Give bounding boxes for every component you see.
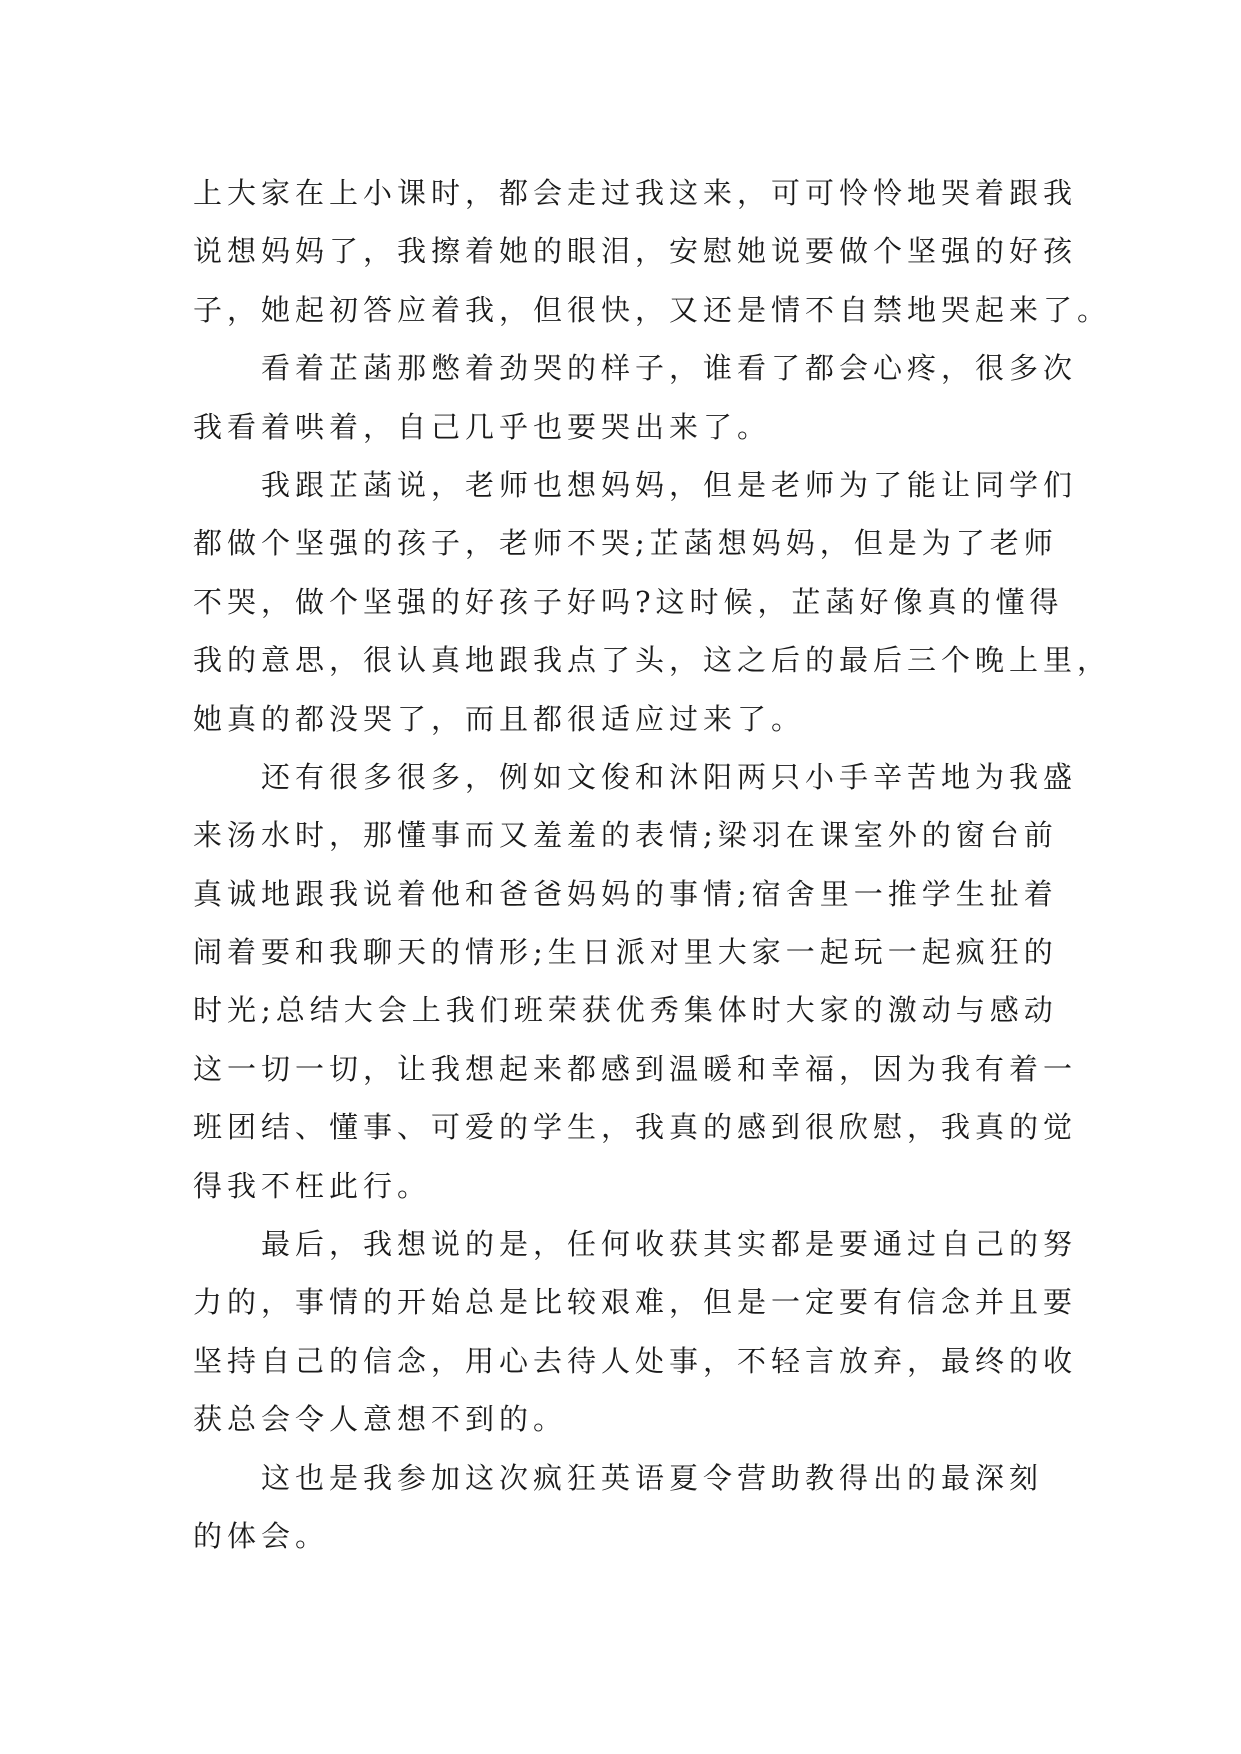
text-line: 班团结、懂事、可爱的学生，我真的感到很欣慰，我真的觉	[193, 1110, 1078, 1145]
text-line: 说想妈妈了，我擦着她的眼泪，安慰她说要做个坚强的好孩	[193, 234, 1078, 269]
text-line: 来汤水时，那懂事而又羞羞的表情;梁羽在课室外的窗台前	[193, 818, 1058, 853]
text-line: 不哭，做个坚强的好孩子好吗?这时候，芷菡好像真的懂得	[193, 584, 1064, 619]
text-line: 坚持自己的信念，用心去待人处事，不轻言放弃，最终的收	[193, 1343, 1078, 1378]
text-line: 得我不枉此行。	[193, 1168, 432, 1203]
text-line: 最后，我想说的是，任何收获其实都是要通过自己的努	[193, 1227, 1078, 1262]
text-line: 这也是我参加这次疯狂英语夏令营助教得出的最深刻	[193, 1460, 1044, 1495]
paragraph-2	[193, 339, 1078, 456]
text-line: 都做个坚强的孩子，老师不哭;芷菡想妈妈，但是为了老师	[193, 526, 1058, 561]
paragraph-6	[193, 1449, 1053, 1566]
text-line: 闹着要和我聊天的情形;生日派对里大家一起玩一起疯狂的	[193, 935, 1058, 970]
text-line: 她真的都没哭了，而且都很适应过来了。	[193, 701, 806, 736]
text-line: 我的意思，很认真地跟我点了头，这之后的最后三个晚上里，	[193, 643, 1112, 678]
text-line: 还有很多很多，例如文俊和沐阳两只小手辛苦地为我盛	[193, 759, 1078, 794]
text-line: 我看着哄着，自己几乎也要哭出来了。	[193, 409, 772, 444]
paragraph-1	[193, 164, 1112, 339]
text-line: 子，她起初答应着我，但很快，又还是情不自禁地哭起来了。	[193, 292, 1112, 327]
text-line: 力的，事情的开始总是比较艰难，但是一定要有信念并且要	[193, 1285, 1078, 1320]
paragraph-5	[193, 1215, 1078, 1449]
paragraph-4	[193, 748, 1078, 1215]
text-line: 这一切一切，让我想起来都感到温暖和幸福，因为我有着一	[193, 1051, 1078, 1086]
text-line: 时光;总结大会上我们班荣获优秀集体时大家的激动与感动	[193, 993, 1058, 1028]
text-line: 上大家在上小课时，都会走过我这来，可可怜怜地哭着跟我	[193, 176, 1078, 210]
text-line: 看着芷菡那憋着劲哭的样子，谁看了都会心疼，很多次	[193, 351, 1078, 386]
paragraph-3	[193, 456, 1112, 748]
text-line: 真诚地跟我说着他和爸爸妈妈的事情;宿舍里一推学生扯着	[193, 876, 1058, 911]
text-line: 我跟芷菡说，老师也想妈妈，但是老师为了能让同学们	[193, 467, 1078, 502]
text-line: 的体会。	[193, 1518, 330, 1553]
text-line: 获总会令人意想不到的。	[193, 1402, 568, 1437]
document-body	[193, 164, 1112, 1565]
